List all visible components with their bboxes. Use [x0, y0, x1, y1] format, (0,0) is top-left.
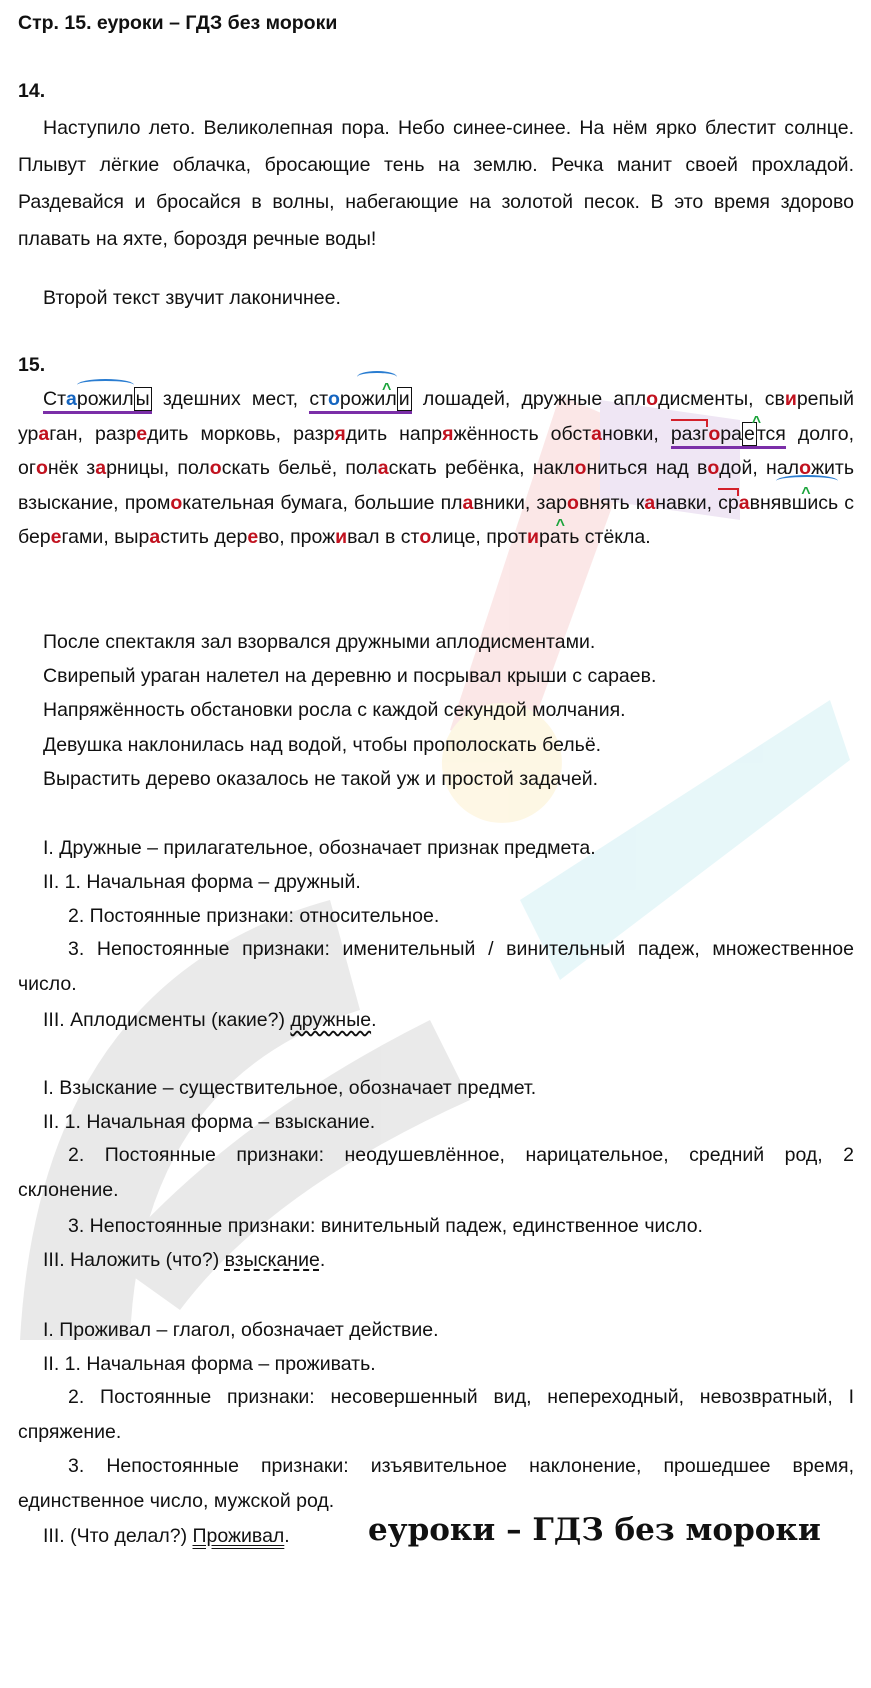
analysis-2-line-3: 2. Постоянные признаки: неодушевлённое, нарицательное, средний род, 2 склонение.: [18, 1144, 854, 1201]
analysis-2-line-4: 3. Непостоянные признаки: винительный падеж, единственное число.: [68, 1215, 703, 1237]
sentence-2: Свирепый ураган налетел на деревню и посрывал крыши с сараев.: [43, 665, 657, 687]
word-sravnyavshis: сра^ внявшись: [718, 492, 838, 514]
analysis-1-line-3: 2. Постоянные признаки: относительное.: [68, 905, 440, 927]
word-razgoraetsya: разго^ ра е тся: [671, 423, 786, 449]
analysis-3-line-2: II. 1. Начальная форма – проживать.: [43, 1353, 376, 1375]
analysis-2-line-2: II. 1. Начальная форма – взыскание.: [43, 1111, 376, 1133]
word-storozhili: сто^ рожил и: [309, 388, 411, 414]
analysis-3-line-1: I. Проживал – глагол, обозначает действие.: [43, 1319, 439, 1341]
underlined-prozhival: Проживал: [192, 1525, 285, 1547]
sentence-1: После спектакля зал взорвался дружными аплодисментами.: [43, 631, 596, 653]
exercise-15-number: 15.: [18, 354, 46, 376]
footer-logo: еуроки – ГДЗ без мороки: [368, 1512, 821, 1548]
analysis-1-line-1: I. Дружные – прилагательное, обозначает признак предмета.: [43, 837, 596, 859]
sentence-4: Девушка наклонилась над водой, чтобы прополоскать бельё.: [43, 734, 602, 756]
analysis-2-line-1: I. Взыскание – существительное, обозначает предмет.: [43, 1077, 537, 1099]
analysis-1-line-4: 3. Непостоянные признаки: именительный / винительный падеж, множественное число.: [18, 938, 854, 995]
underlined-druzhnye: дружные: [290, 1009, 372, 1031]
sentence-3: Напряжённость обстановки росла с каждой секундой молчания.: [43, 699, 626, 721]
exercise-14-conclusion: Второй текст звучит лаконичнее.: [43, 287, 341, 309]
sentence-5: Вырастить дерево оказалось не такой уж и простой задачей.: [43, 768, 599, 790]
analysis-3-line-3: 2. Постоянные признаки: несовершенный вид, непереходный, невозвратный, I спряжение.: [18, 1386, 854, 1443]
exercise-14-paragraph: Наступило лето. Великолепная пора. Небо синее-синее. На нём ярко блестит солнце. Плывут лёгкие облачка, бросающие тень на землю. Речка манит своей прохладой. Раздевайся и бросайся в волны, набегающие на золотой песок. В это время здорово плавать на яхте, бороздя речные воды!: [18, 117, 854, 250]
analysis-3-line-5: III. (Что делал?) Проживал.: [43, 1525, 290, 1547]
exercise-14-number: 14.: [18, 80, 46, 102]
page-title: Стр. 15. еуроки – ГДЗ без мороки: [18, 12, 338, 34]
analysis-1-line-5: III. Аплодисменты (какие?) дружные.: [43, 1009, 377, 1031]
analysis-2-line-5: III. Наложить (что?) взыскание.: [43, 1249, 326, 1271]
word-starozhily: Старожил ы: [43, 388, 152, 414]
analysis-1-line-2: II. 1. Начальная форма – дружный.: [43, 871, 361, 893]
underlined-vzyskanie: взыскание: [224, 1249, 320, 1271]
analysis-3-line-4: 3. Непостоянные признаки: изъявительное наклонение, прошедшее время, единственное число, мужской род.: [18, 1455, 854, 1512]
exercise-15-wordlist: Старожил ы здешних мест, сто^ рожил и лошадей, дружные аплодисменты, свирепый ураган, разредить морковь, разрядить напряжённость обстановки, разго^ ра е тся долго, огонёк зарницы, полоскать бельё, поласкать ребёнка, наклониться над водой, наложить взыскание, промокательная бумага, большие плавники, заровнять канавки, сра^ внявшись с берегами, вырастить дерево, проживал в столице, прот^ ирать стёкла.: [18, 382, 854, 555]
